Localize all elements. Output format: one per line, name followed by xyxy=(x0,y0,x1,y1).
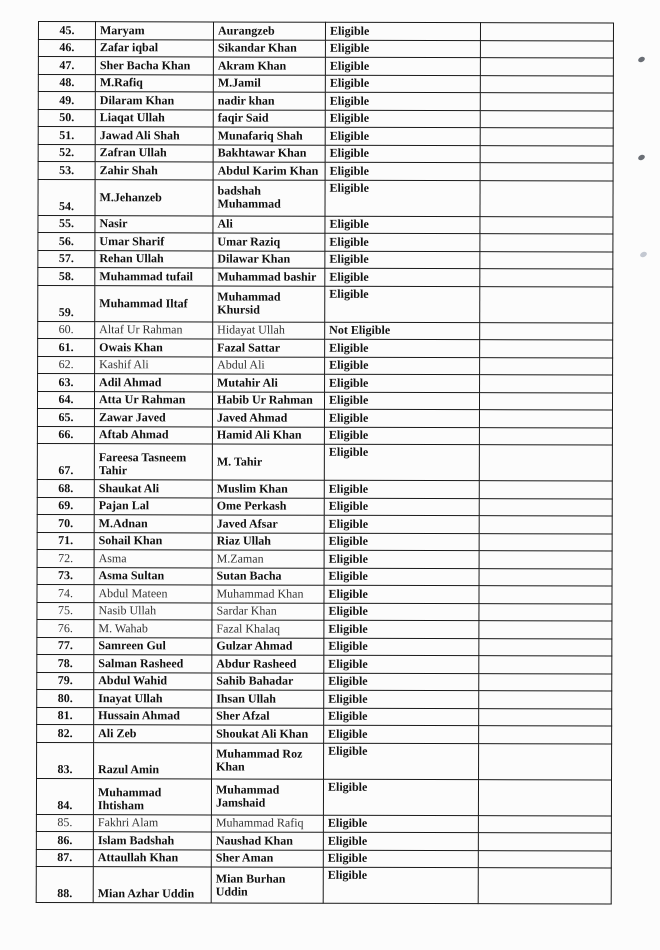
father-name: faqir Said xyxy=(213,109,325,127)
father-name: Sher Afzal xyxy=(212,707,324,725)
remarks-cell xyxy=(480,23,613,41)
father-name: Sardar Khan xyxy=(212,602,324,620)
candidate-name: Islam Badshah xyxy=(93,832,211,850)
candidate-name: Altaf Ur Rahman xyxy=(95,321,213,339)
row-number: 77. xyxy=(37,637,94,655)
row-number: 66. xyxy=(37,426,94,444)
remarks-cell xyxy=(480,216,613,234)
father-name: Dilawar Khan xyxy=(213,250,325,268)
father-name: Fazal Khalaq xyxy=(212,620,324,638)
candidate-name: Liaqat Ullah xyxy=(95,109,213,127)
candidate-name: Shaukat Ali xyxy=(94,480,212,498)
row-number: 68. xyxy=(37,479,94,497)
eligibility-status: Eligible xyxy=(324,690,479,708)
row-number: 72. xyxy=(37,549,94,567)
table-row xyxy=(38,285,613,323)
candidate-name: Jawad Ali Shah xyxy=(95,127,213,145)
father-name: Riaz Ullah xyxy=(212,532,324,550)
eligibility-status: Eligible xyxy=(324,620,479,638)
eligibility-status: Eligible xyxy=(325,180,480,216)
father-name: Akram Khan xyxy=(213,57,325,75)
table-row xyxy=(38,356,613,375)
row-number: 64. xyxy=(37,391,94,409)
candidate-name: Muhammad Iltaf xyxy=(95,285,213,321)
row-number: 57. xyxy=(38,250,95,268)
eligibility-status: Eligible xyxy=(323,867,478,903)
remarks-cell xyxy=(478,815,611,833)
father-name: Sikandar Khan xyxy=(213,39,325,57)
table-row xyxy=(38,57,613,76)
row-number: 67. xyxy=(37,443,94,479)
eligibility-status: Eligible xyxy=(325,92,480,110)
row-number: 50. xyxy=(38,109,95,127)
remarks-cell xyxy=(479,638,612,656)
row-number: 51. xyxy=(38,127,95,145)
remarks-cell xyxy=(479,427,612,445)
remarks-cell xyxy=(480,340,613,358)
father-name: Hidayat Ullah xyxy=(213,321,325,339)
eligibility-status: Eligible xyxy=(324,638,479,656)
row-number: 49. xyxy=(38,92,95,110)
candidate-name: Umar Sharif xyxy=(95,233,213,251)
father-name: badshah Muhammad xyxy=(213,179,325,215)
candidate-name: Samreen Gul xyxy=(94,637,212,655)
remarks-cell xyxy=(480,322,613,340)
candidate-name: M.Rafiq xyxy=(95,74,213,92)
eligibility-table xyxy=(36,21,614,905)
table-row xyxy=(38,339,613,358)
remarks-cell xyxy=(479,743,612,779)
scan-speck xyxy=(637,56,645,63)
candidate-name: Asma xyxy=(94,550,212,568)
row-number: 59. xyxy=(38,285,95,321)
table-row xyxy=(36,849,611,868)
candidate-name: M. Wahab xyxy=(94,620,212,638)
candidate-name: Zafran Ullah xyxy=(95,144,213,162)
father-name: Abdur Rasheed xyxy=(212,655,324,673)
remarks-cell xyxy=(480,375,613,393)
row-number: 61. xyxy=(38,339,95,357)
table-row xyxy=(38,321,613,340)
candidate-name: Attaullah Khan xyxy=(93,849,211,867)
eligibility-status: Eligible xyxy=(324,533,479,551)
table-row xyxy=(38,250,613,269)
row-number: 82. xyxy=(37,724,94,742)
eligibility-status: Eligible xyxy=(324,655,479,673)
row-number: 52. xyxy=(38,144,95,162)
table-row xyxy=(38,39,613,58)
row-number: 70. xyxy=(37,514,94,532)
father-name: Muhammad Roz Khan xyxy=(212,742,324,778)
eligibility-status: Eligible xyxy=(323,815,478,833)
remarks-cell xyxy=(478,868,611,904)
remarks-cell xyxy=(480,58,613,76)
eligibility-status: Eligible xyxy=(325,145,480,163)
father-name: Sutan Bacha xyxy=(212,567,324,585)
eligibility-table-body xyxy=(36,22,613,905)
row-number: 54. xyxy=(38,179,95,215)
remarks-cell xyxy=(479,445,612,481)
remarks-cell xyxy=(480,93,613,111)
father-name: Naushad Khan xyxy=(211,832,323,850)
remarks-cell xyxy=(479,410,612,428)
table-row xyxy=(37,497,612,516)
candidate-name: Sohail Khan xyxy=(94,532,212,550)
remarks-cell xyxy=(479,516,612,534)
candidate-name: Fakhri Alam xyxy=(93,814,211,832)
remarks-cell xyxy=(479,498,612,516)
eligibility-status: Eligible xyxy=(325,22,480,40)
candidate-name: Inayat Ullah xyxy=(94,690,212,708)
candidate-name: Abdul Wahid xyxy=(94,672,212,690)
remarks-cell xyxy=(480,163,613,181)
father-name: Shoukat Ali Khan xyxy=(212,725,324,743)
candidate-name: Zawar Javed xyxy=(94,409,212,427)
table-row xyxy=(38,268,613,287)
candidate-name: Hussain Ahmad xyxy=(94,707,212,725)
candidate-name: Nasir xyxy=(95,215,213,233)
father-name: Aurangzeb xyxy=(213,22,325,40)
eligibility-status: Eligible xyxy=(325,57,480,75)
eligibility-status: Eligible xyxy=(324,568,479,586)
row-number: 74. xyxy=(37,584,94,602)
father-name: Abdul Ali xyxy=(213,356,325,374)
table-row xyxy=(38,109,613,128)
row-number: 71. xyxy=(37,532,94,550)
table-row xyxy=(37,637,612,656)
table-row xyxy=(38,127,613,146)
row-number: 47. xyxy=(38,57,95,75)
row-number: 53. xyxy=(38,162,95,180)
eligibility-status: Eligible xyxy=(324,498,479,516)
candidate-name: Owais Khan xyxy=(95,339,213,357)
row-number: 88. xyxy=(36,866,93,902)
row-number: 87. xyxy=(36,849,93,867)
father-name: Muhammad bashir xyxy=(213,268,325,286)
candidate-name: Fareesa Tasneem Tahir xyxy=(94,444,212,480)
table-row xyxy=(37,742,612,780)
candidate-name: Kashif Ali xyxy=(95,356,213,374)
table-row xyxy=(37,479,612,498)
table-row xyxy=(38,22,613,41)
row-number: 75. xyxy=(37,602,94,620)
father-name: M.Jamil xyxy=(213,74,325,92)
row-number: 56. xyxy=(38,233,95,251)
eligibility-status: Eligible xyxy=(325,286,480,322)
remarks-cell xyxy=(479,533,612,551)
father-name: Mutahir Ali xyxy=(213,374,325,392)
father-name: Ome Perkash xyxy=(212,497,324,515)
eligibility-status: Eligible xyxy=(323,832,478,850)
table-row xyxy=(38,74,613,93)
eligibility-status: Eligible xyxy=(325,162,480,180)
candidate-name: Nasib Ullah xyxy=(94,602,212,620)
father-name: Muhammad Jamshaid xyxy=(211,778,323,814)
remarks-cell xyxy=(479,708,612,726)
table-row xyxy=(38,179,613,217)
table-row xyxy=(37,391,612,410)
remarks-cell xyxy=(480,269,613,287)
row-number: 69. xyxy=(37,497,94,515)
eligibility-status: Eligible xyxy=(325,339,480,357)
remarks-cell xyxy=(479,551,612,569)
eligibility-status: Eligible xyxy=(324,427,479,445)
remarks-cell xyxy=(479,673,612,691)
father-name: Umar Raziq xyxy=(213,233,325,251)
table-row xyxy=(37,443,612,481)
remarks-cell xyxy=(479,481,612,499)
candidate-name: Zahir Shah xyxy=(95,162,213,180)
remarks-cell xyxy=(479,586,612,604)
table-row xyxy=(37,724,612,743)
row-number: 86. xyxy=(36,831,93,849)
row-number: 65. xyxy=(37,408,94,426)
row-number: 63. xyxy=(38,374,95,392)
candidate-name: Asma Sultan xyxy=(94,567,212,585)
father-name: Muslim Khan xyxy=(212,480,324,498)
scan-speck xyxy=(637,154,645,161)
candidate-name: Adil Ahmad xyxy=(95,374,213,392)
row-number: 48. xyxy=(38,74,95,92)
table-row xyxy=(38,144,613,163)
candidate-name: Razul Amin xyxy=(94,742,212,778)
candidate-name: M.Adnan xyxy=(94,515,212,533)
candidate-name: Muhammad Ihtisham xyxy=(93,778,211,814)
row-number: 73. xyxy=(37,567,94,585)
eligibility-status: Eligible xyxy=(324,515,479,533)
remarks-cell xyxy=(479,656,612,674)
remarks-cell xyxy=(480,251,613,269)
father-name: M. Tahir xyxy=(212,444,324,480)
table-row xyxy=(37,549,612,568)
eligibility-status: Eligible xyxy=(324,585,479,603)
table-row xyxy=(38,374,613,393)
remarks-cell xyxy=(479,603,612,621)
remarks-cell xyxy=(478,850,611,868)
row-number: 83. xyxy=(37,742,94,778)
eligibility-status: Eligible xyxy=(325,110,480,128)
father-name: Javed Afsar xyxy=(212,515,324,533)
remarks-cell xyxy=(478,779,611,815)
eligibility-status: Eligible xyxy=(324,444,479,480)
eligibility-status: Eligible xyxy=(324,708,479,726)
remarks-cell xyxy=(478,833,611,851)
table-row xyxy=(38,92,613,111)
remarks-cell xyxy=(480,128,613,146)
row-number: 79. xyxy=(37,672,94,690)
remarks-cell xyxy=(480,110,613,128)
row-number: 60. xyxy=(38,321,95,339)
table-row xyxy=(37,584,612,603)
row-number: 80. xyxy=(37,689,94,707)
eligibility-status: Eligible xyxy=(325,251,480,269)
father-name: Sher Aman xyxy=(211,849,323,867)
table-row xyxy=(37,567,612,586)
candidate-name: Mian Azhar Uddin xyxy=(93,867,211,903)
table-row xyxy=(37,619,612,638)
father-name: Gulzar Ahmad xyxy=(212,637,324,655)
father-name: Hamid Ali Khan xyxy=(212,426,324,444)
table-row xyxy=(36,831,611,850)
row-number: 62. xyxy=(38,356,95,374)
eligibility-status: Eligible xyxy=(325,268,480,286)
father-name: Sahib Bahadar xyxy=(212,672,324,690)
father-name: Muhammad Khursid xyxy=(213,285,325,321)
candidate-name: Aftab Ahmad xyxy=(94,426,212,444)
table-row xyxy=(37,532,612,551)
eligibility-status: Eligible xyxy=(324,603,479,621)
remarks-cell xyxy=(479,392,612,410)
eligibility-status: Eligible xyxy=(325,216,480,234)
father-name: Bakhtawar Khan xyxy=(213,144,325,162)
table-row xyxy=(37,689,612,708)
row-number: 76. xyxy=(37,619,94,637)
father-name: Munafariq Shah xyxy=(213,127,325,145)
table-row xyxy=(37,426,612,445)
candidate-name: Pajan Lal xyxy=(94,497,212,515)
eligibility-status: Eligible xyxy=(323,779,478,815)
eligibility-status: Eligible xyxy=(325,374,480,392)
father-name: Ali xyxy=(213,215,325,233)
eligibility-status: Eligible xyxy=(324,480,479,498)
candidate-name: Abdul Mateen xyxy=(94,585,212,603)
row-number: 58. xyxy=(38,268,95,286)
father-name: Muhammad Rafiq xyxy=(211,814,323,832)
table-row xyxy=(36,778,611,816)
table-row xyxy=(37,672,612,691)
row-number: 85. xyxy=(36,814,93,832)
candidate-name: Maryam xyxy=(95,22,213,40)
row-number: 78. xyxy=(37,654,94,672)
candidate-name: Rehan Ullah xyxy=(95,250,213,268)
eligibility-status: Eligible xyxy=(324,673,479,691)
row-number: 84. xyxy=(36,778,93,814)
table-row xyxy=(37,514,612,533)
candidate-name: Ali Zeb xyxy=(94,725,212,743)
table-row xyxy=(38,233,613,252)
table-row xyxy=(37,654,612,673)
remarks-cell xyxy=(480,40,613,58)
scan-speck xyxy=(639,251,647,258)
row-number: 45. xyxy=(38,22,95,40)
eligibility-status: Eligible xyxy=(325,40,480,58)
remarks-cell xyxy=(479,621,612,639)
remarks-cell xyxy=(480,145,613,163)
father-name: M.Zaman xyxy=(212,550,324,568)
eligibility-status: Eligible xyxy=(324,725,479,743)
candidate-name: Salman Rasheed xyxy=(94,655,212,673)
eligibility-status: Eligible xyxy=(323,850,478,868)
remarks-cell xyxy=(479,726,612,744)
eligibility-status: Eligible xyxy=(324,550,479,568)
table-row xyxy=(37,707,612,726)
remarks-cell xyxy=(479,691,612,709)
eligibility-status: Eligible xyxy=(324,743,479,779)
eligibility-status: Eligible xyxy=(324,392,479,410)
father-name: nadir khan xyxy=(213,92,325,110)
father-name: Muhammad Khan xyxy=(212,585,324,603)
table-row xyxy=(37,602,612,621)
remarks-cell xyxy=(480,357,613,375)
row-number: 55. xyxy=(38,215,95,233)
eligibility-status: Eligible xyxy=(325,357,480,375)
candidate-name: Sher Bacha Khan xyxy=(95,57,213,75)
candidate-name: M.Jehanzeb xyxy=(95,179,213,215)
table-row xyxy=(36,814,611,833)
row-number: 46. xyxy=(38,39,95,57)
remarks-cell xyxy=(480,75,613,93)
row-number: 81. xyxy=(37,707,94,725)
eligibility-status: Eligible xyxy=(324,409,479,427)
father-name: Abdul Karim Khan xyxy=(213,162,325,180)
candidate-name: Zafar iqbal xyxy=(95,39,213,57)
table-row xyxy=(36,866,611,904)
candidate-name: Atta Ur Rahman xyxy=(94,391,212,409)
eligibility-status: Eligible xyxy=(325,233,480,251)
eligibility-status: Not Eligible xyxy=(325,322,480,340)
remarks-cell xyxy=(480,286,613,322)
table-row xyxy=(38,162,613,181)
remarks-cell xyxy=(479,568,612,586)
father-name: Habib Ur Rahman xyxy=(212,391,324,409)
father-name: Fazal Sattar xyxy=(213,339,325,357)
table-row xyxy=(37,408,612,427)
table-row xyxy=(38,215,613,234)
father-name: Mian Burhan Uddin xyxy=(211,867,323,903)
remarks-cell xyxy=(480,180,613,216)
candidate-name: Dilaram Khan xyxy=(95,92,213,110)
eligibility-status: Eligible xyxy=(325,127,480,145)
remarks-cell xyxy=(480,234,613,252)
eligibility-status: Eligible xyxy=(325,75,480,93)
candidate-name: Muhammad tufail xyxy=(95,268,213,286)
father-name: Javed Ahmad xyxy=(212,409,324,427)
father-name: Ihsan Ullah xyxy=(212,690,324,708)
